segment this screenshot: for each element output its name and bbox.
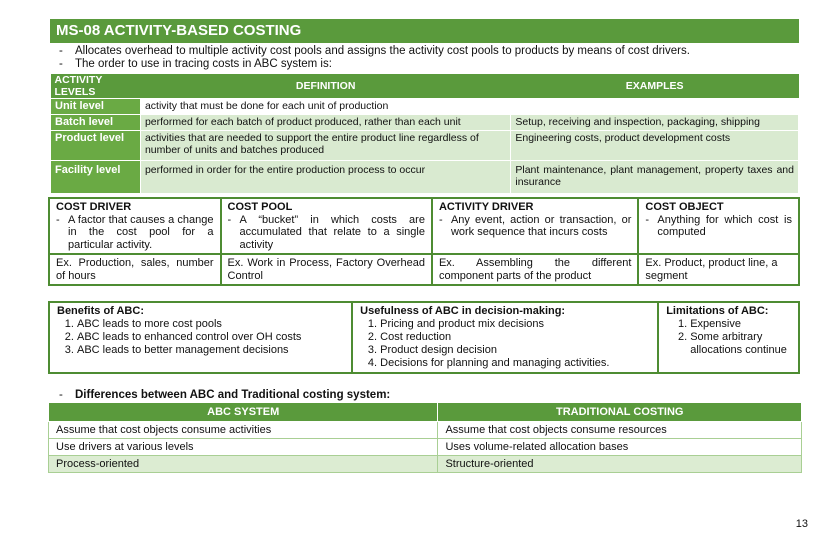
intro-bullet: - The order to use in tracing costs in ABC system is: — [59, 58, 332, 70]
traditional-cell: Uses volume-related allocation bases — [438, 439, 802, 456]
activity-level: Product level — [51, 131, 141, 161]
benefits-cell — [49, 302, 352, 373]
abc-cell: Use drivers at various levels — [49, 439, 438, 456]
traditional-cell: Assume that cost objects consume resources — [438, 422, 802, 439]
table-header-row — [51, 74, 799, 99]
limitations-title: Limitations of ABC: — [666, 305, 769, 317]
column-header: ABC SYSTEM — [49, 403, 438, 422]
activity-level: Batch level — [51, 115, 141, 131]
abc-cell: Process-oriented — [49, 456, 438, 473]
table-row — [49, 456, 802, 473]
table-row — [49, 198, 799, 254]
table-row — [51, 115, 799, 131]
differences-heading: - Differences between ABC and Traditional costing system: — [59, 389, 391, 401]
examples-cell: Plant maintenance, plant management, property taxes and insurance — [511, 161, 799, 194]
traditional-cell: Structure-oriented — [438, 456, 802, 473]
intro-bullet: - Allocates overhead to multiple activity cost pools and assigns the activity cost pools to products by means of cost drivers. — [59, 45, 690, 57]
table-row — [51, 131, 799, 161]
cost-driver-example: Ex. Production, sales, number of hours — [49, 254, 221, 285]
table-row — [51, 161, 799, 194]
cost-pool-cell: COST POOL - A “bucket” in which costs are accumulated that relate to a single activity — [221, 198, 432, 254]
cost-pool-definition: A “bucket” in which costs are accumulated that relate to a single activity — [239, 213, 425, 251]
list-item: 2. Cost reduction — [380, 331, 650, 344]
definition-cell: performed for each batch of product produced, rather than each unit — [140, 115, 510, 131]
page-number: 13 — [795, 518, 808, 530]
list-item: 3. Product design decision — [380, 344, 650, 357]
table-row — [49, 254, 799, 285]
abc-summary-table — [48, 301, 800, 374]
activity-level: Facility level — [51, 161, 141, 194]
examples-cell: Setup, receiving and inspection, packaging, shipping — [511, 115, 799, 131]
column-header: DEFINITION — [140, 74, 510, 99]
cost-object-example: Ex. Product, product line, a segment — [638, 254, 799, 285]
list-item: 1. Expensive — [690, 318, 791, 331]
column-header: TRADITIONAL COSTING — [438, 403, 802, 422]
definition-cell: activity that must be done for each unit of production — [140, 99, 510, 115]
page-title: MS-08 ACTIVITY-BASED COSTING — [50, 19, 799, 43]
table-row — [49, 422, 802, 439]
list-item: 2. Some arbitrary allocations continue — [690, 331, 791, 357]
cost-pool-title: COST POOL — [227, 201, 293, 213]
activity-driver-example: Ex. Assembling the different component parts of the product — [432, 254, 638, 285]
activity-driver-definition: Any event, action or transaction, or work sequence that incurs costs — [450, 213, 632, 238]
table-row — [49, 302, 799, 373]
list-item: 1. Pricing and product mix decisions — [380, 318, 650, 331]
table-header-row — [49, 403, 802, 422]
differences-table — [48, 402, 802, 473]
table-row — [49, 439, 802, 456]
activity-driver-title: ACTIVITY DRIVER — [438, 201, 534, 213]
cost-driver-title: COST DRIVER — [56, 201, 132, 213]
benefits-title: Benefits of ABC: — [57, 305, 144, 317]
column-header: ACTIVITY LEVELS — [51, 74, 141, 99]
cost-object-cell: COST OBJECT - Anything for which cost is computed — [638, 198, 799, 254]
limitations-cell — [658, 302, 799, 373]
cost-concepts-table — [48, 197, 800, 286]
examples-cell: Engineering costs, product development costs — [511, 131, 799, 161]
list-item: 4. Decisions for planning and managing activities. — [380, 357, 650, 370]
cost-driver-definition: A factor that causes a change in the cost pool for a particular activity. — [68, 213, 214, 251]
list-item: 3. ABC leads to better management decisions — [77, 344, 344, 357]
activity-levels-table — [50, 74, 799, 194]
activity-level: Unit level — [51, 99, 141, 115]
examples-cell — [511, 99, 799, 115]
definition-cell: performed in order for the entire production process to occur — [140, 161, 510, 194]
usefulness-title: Usefulness of ABC in decision-making: — [360, 305, 566, 317]
cost-object-definition: Anything for which cost is computed — [657, 213, 792, 238]
cost-pool-example: Ex. Work in Process, Factory Overhead Control — [221, 254, 432, 285]
list-item: 1. ABC leads to more cost pools — [77, 318, 344, 331]
list-item: 2. ABC leads to enhanced control over OH costs — [77, 331, 344, 344]
cost-object-title: COST OBJECT — [645, 201, 724, 213]
column-header: EXAMPLES — [511, 74, 799, 99]
activity-driver-cell: ACTIVITY DRIVER - Any event, action or transaction, or work sequence that incurs costs — [432, 198, 638, 254]
table-row — [51, 99, 799, 115]
definition-cell: activities that are needed to support the entire product line regardless of number of units and batches produced — [140, 131, 510, 161]
usefulness-cell — [352, 302, 658, 373]
cost-driver-cell: COST DRIVER - A factor that causes a change in the cost pool for a particular activity. — [49, 198, 221, 254]
abc-cell: Assume that cost objects consume activities — [49, 422, 438, 439]
